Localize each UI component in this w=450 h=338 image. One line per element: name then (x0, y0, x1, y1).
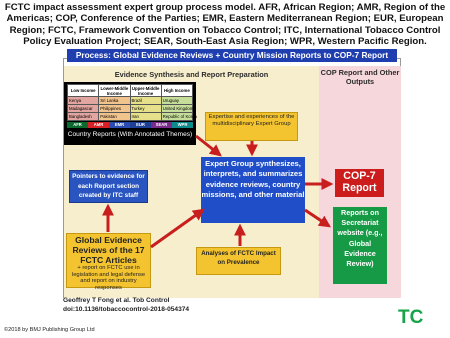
country-cell: Sri Lanka (99, 97, 130, 105)
analyses-box: Analyses of FCTC Impact on Prevalence (196, 247, 281, 275)
country-cell: Uruguay (161, 97, 192, 105)
evidence-synthesis-header: Evidence Synthesis and Report Preparation (114, 70, 269, 79)
region-chip-sear: SEAR (151, 122, 172, 128)
secretariat-reports-box: Reports on Secretariat website (e.g., Global Evidence Review) (333, 207, 387, 284)
pointers-box: Pointers to evidence for each Report section created by ITC staff (69, 170, 148, 203)
expertise-box: Expertise and experiences of the multidisciplinary Expert Group (205, 112, 298, 141)
global-evidence-title: Global Evidence Reviews of the 17 FCTC Articles (72, 235, 145, 265)
income-col-header: High Income (161, 85, 192, 97)
synthesis-box: Expert Group synthesizes, interprets, and summarizes evidence reviews, country missions, and other material (201, 157, 305, 223)
income-col-header: Low Income (68, 85, 99, 97)
country-cell: United Kingdom (162, 106, 194, 111)
citation-authors: Geoffrey T Fong et al. Tob Control (63, 297, 170, 304)
income-col-header: Lower-Middle Income (100, 85, 129, 96)
country-cell: Philippines (99, 105, 130, 113)
country-cell: Madagascar (68, 105, 99, 113)
country-cell: Brazil (130, 97, 161, 105)
cop-report-header: COP Report and Other Outputs (320, 68, 400, 86)
region-chip-amr: AMR (88, 122, 109, 128)
income-col-header: Upper-Middle Income (131, 85, 160, 96)
copyright-notice: ©2018 by BMJ Publishing Group Ltd (4, 327, 95, 333)
cop7-report-box: COP-7 Report (335, 169, 384, 197)
arrow-country-to-synthesis (196, 136, 220, 155)
country-reports-label: Country Reports (With Annotated Themes) (67, 131, 193, 138)
region-chip-afr: AFR (67, 122, 88, 128)
arrow-synthesis-to-secretariat (305, 210, 329, 226)
country-cell: Pakistan (99, 113, 130, 121)
citation (63, 297, 189, 314)
citation-doi: doi:10.1136/tobaccocontrol-2018-054374 (63, 305, 190, 313)
arrow-global-to-synthesis (151, 210, 203, 247)
region-chip-emr: EMR (109, 122, 130, 128)
region-chip-wpr: WPR (172, 122, 193, 128)
country-cell: Republic of Korea (162, 114, 197, 119)
country-cell: Iran (130, 113, 161, 121)
region-chip-eur: EUR (130, 122, 151, 128)
process-banner: Process: Global Evidence Reviews + Country Mission Reports to COP-7 Report (67, 49, 397, 62)
journal-logo: TC (398, 307, 424, 328)
global-evidence-subtitle: + report on FCTC use in legislation and legal defense and report on industry responses (71, 265, 146, 291)
country-cell: Bangladesh (68, 113, 99, 121)
country-cell: Turkey (130, 105, 161, 113)
figure-caption: FCTC impact assessment expert group process model. AFR, African Region; AMR, Region of the Americas; COP, Conference of the Parties; EMR, Eastern Mediterranean Region; EUR, European Region; FCTC, Framework Convention on Tobacco Control; ITC, International Tobacco Control Policy Evaluation Project; SEAR, South-East Asia Region; WPR, Western Pacific Region. (4, 2, 446, 47)
country-cell: Kenya (68, 97, 99, 105)
